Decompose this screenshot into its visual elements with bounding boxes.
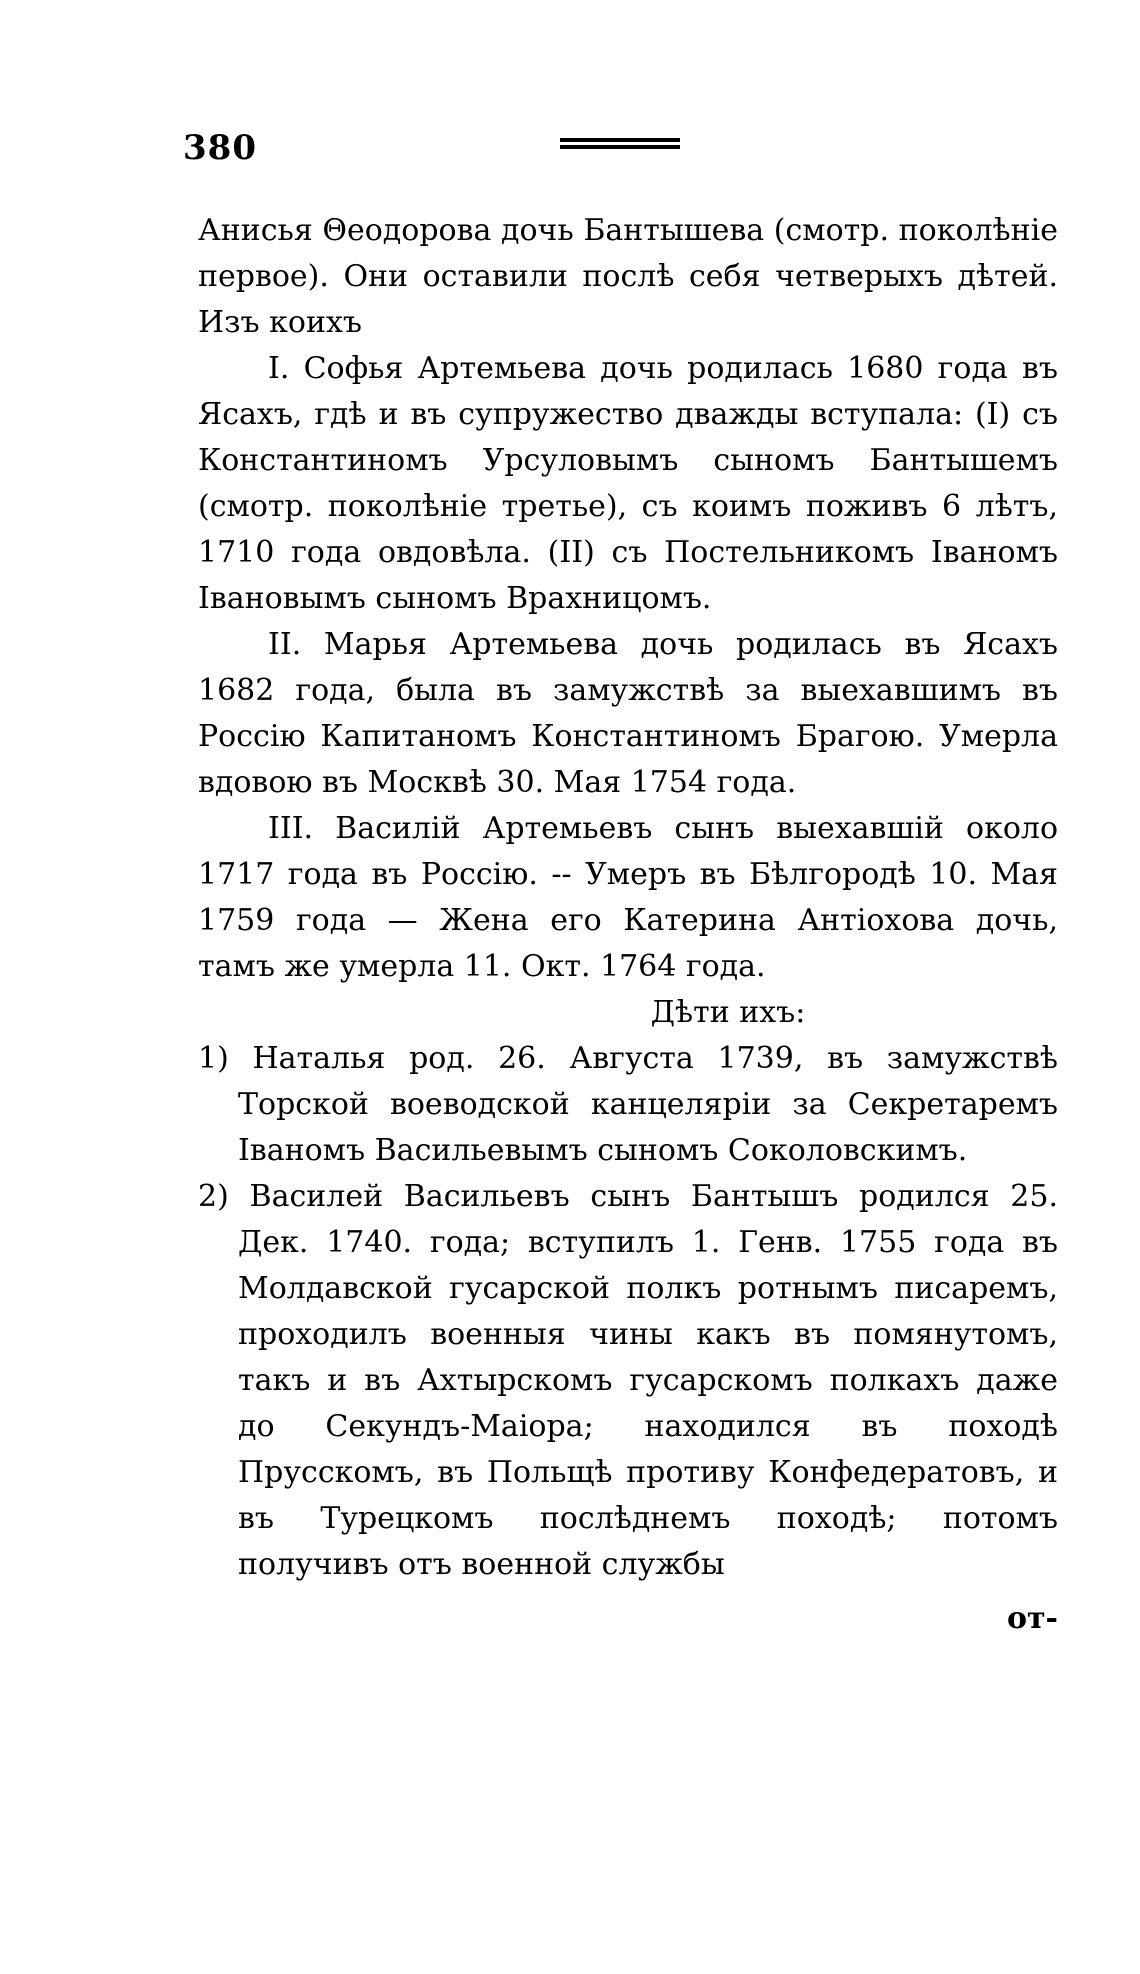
header-ornament-rule — [560, 138, 680, 152]
catchword: от- — [1006, 1601, 1058, 1636]
page-number: 380 — [183, 128, 257, 168]
body-text — [198, 208, 1058, 1672]
children-heading: Дѣти ихъ: — [650, 995, 806, 1030]
paragraph-vasiliy: III. Василій Артемьевъ сынъ выехавшій около 1717 года въ Россію. -- Умеръ въ Бѣлгородѣ 10. Мая 1759 года — Жена его Катерина Антіохова дочь, тамъ же умерла 11. Окт. 1764 года. — [198, 811, 1058, 984]
paragraph-sofya: I. Софья Артемьева дочь родилась 1680 года въ Ясахъ, гдѣ и въ супружество дважды вступала: (I) съ Константиномъ Урсуловымъ сыномъ Бантышемъ (смотр. поколѣніе третье), съ коимъ поживъ 6 лѣтъ, 1710 года овдовѣла. (II) съ Постельникомъ Іваномъ Івановымъ сыномъ Врахницомъ. — [198, 351, 1058, 616]
list-item-natalya: 1) Наталья род. 26. Августа 1739, въ замужствѣ Торской воеводской канцеляріи за Секретаремъ Іваномъ Васильевымъ сыномъ Соколовскимъ. — [198, 1041, 1058, 1168]
list-item-vasiley: 2) Василей Васильевъ сынъ Бантышъ родился 25. Дек. 1740. года; вступилъ 1. Генв. 1755 года въ Молдавской гусарской полкъ ротнымъ писаремъ, проходилъ военныя чины какъ въ помянутомъ, такъ и въ Ахтырскомъ гусарскомъ полкахъ даже до Секундъ-Маіора; находился въ походѣ Прусскомъ, въ Польщѣ противу Конфедератовъ, и въ Турецкомъ послѣднемъ походѣ; потомъ получивъ отъ военной службы — [198, 1179, 1058, 1582]
paragraph-intro: Анисья Θеодорова дочь Бантышева (смотр. поколѣніе первое). Они оставили послѣ себя четверыхъ дѣтей. Изъ коихъ — [198, 213, 1058, 340]
paragraph-marya: II. Марья Артемьева дочь родилась въ Ясахъ 1682 года, была въ замужствѣ за выехавшимъ въ Россію Капитаномъ Константиномъ Брагою. Умерла вдовою въ Москвѣ 30. Мая 1754 года. — [198, 627, 1058, 800]
